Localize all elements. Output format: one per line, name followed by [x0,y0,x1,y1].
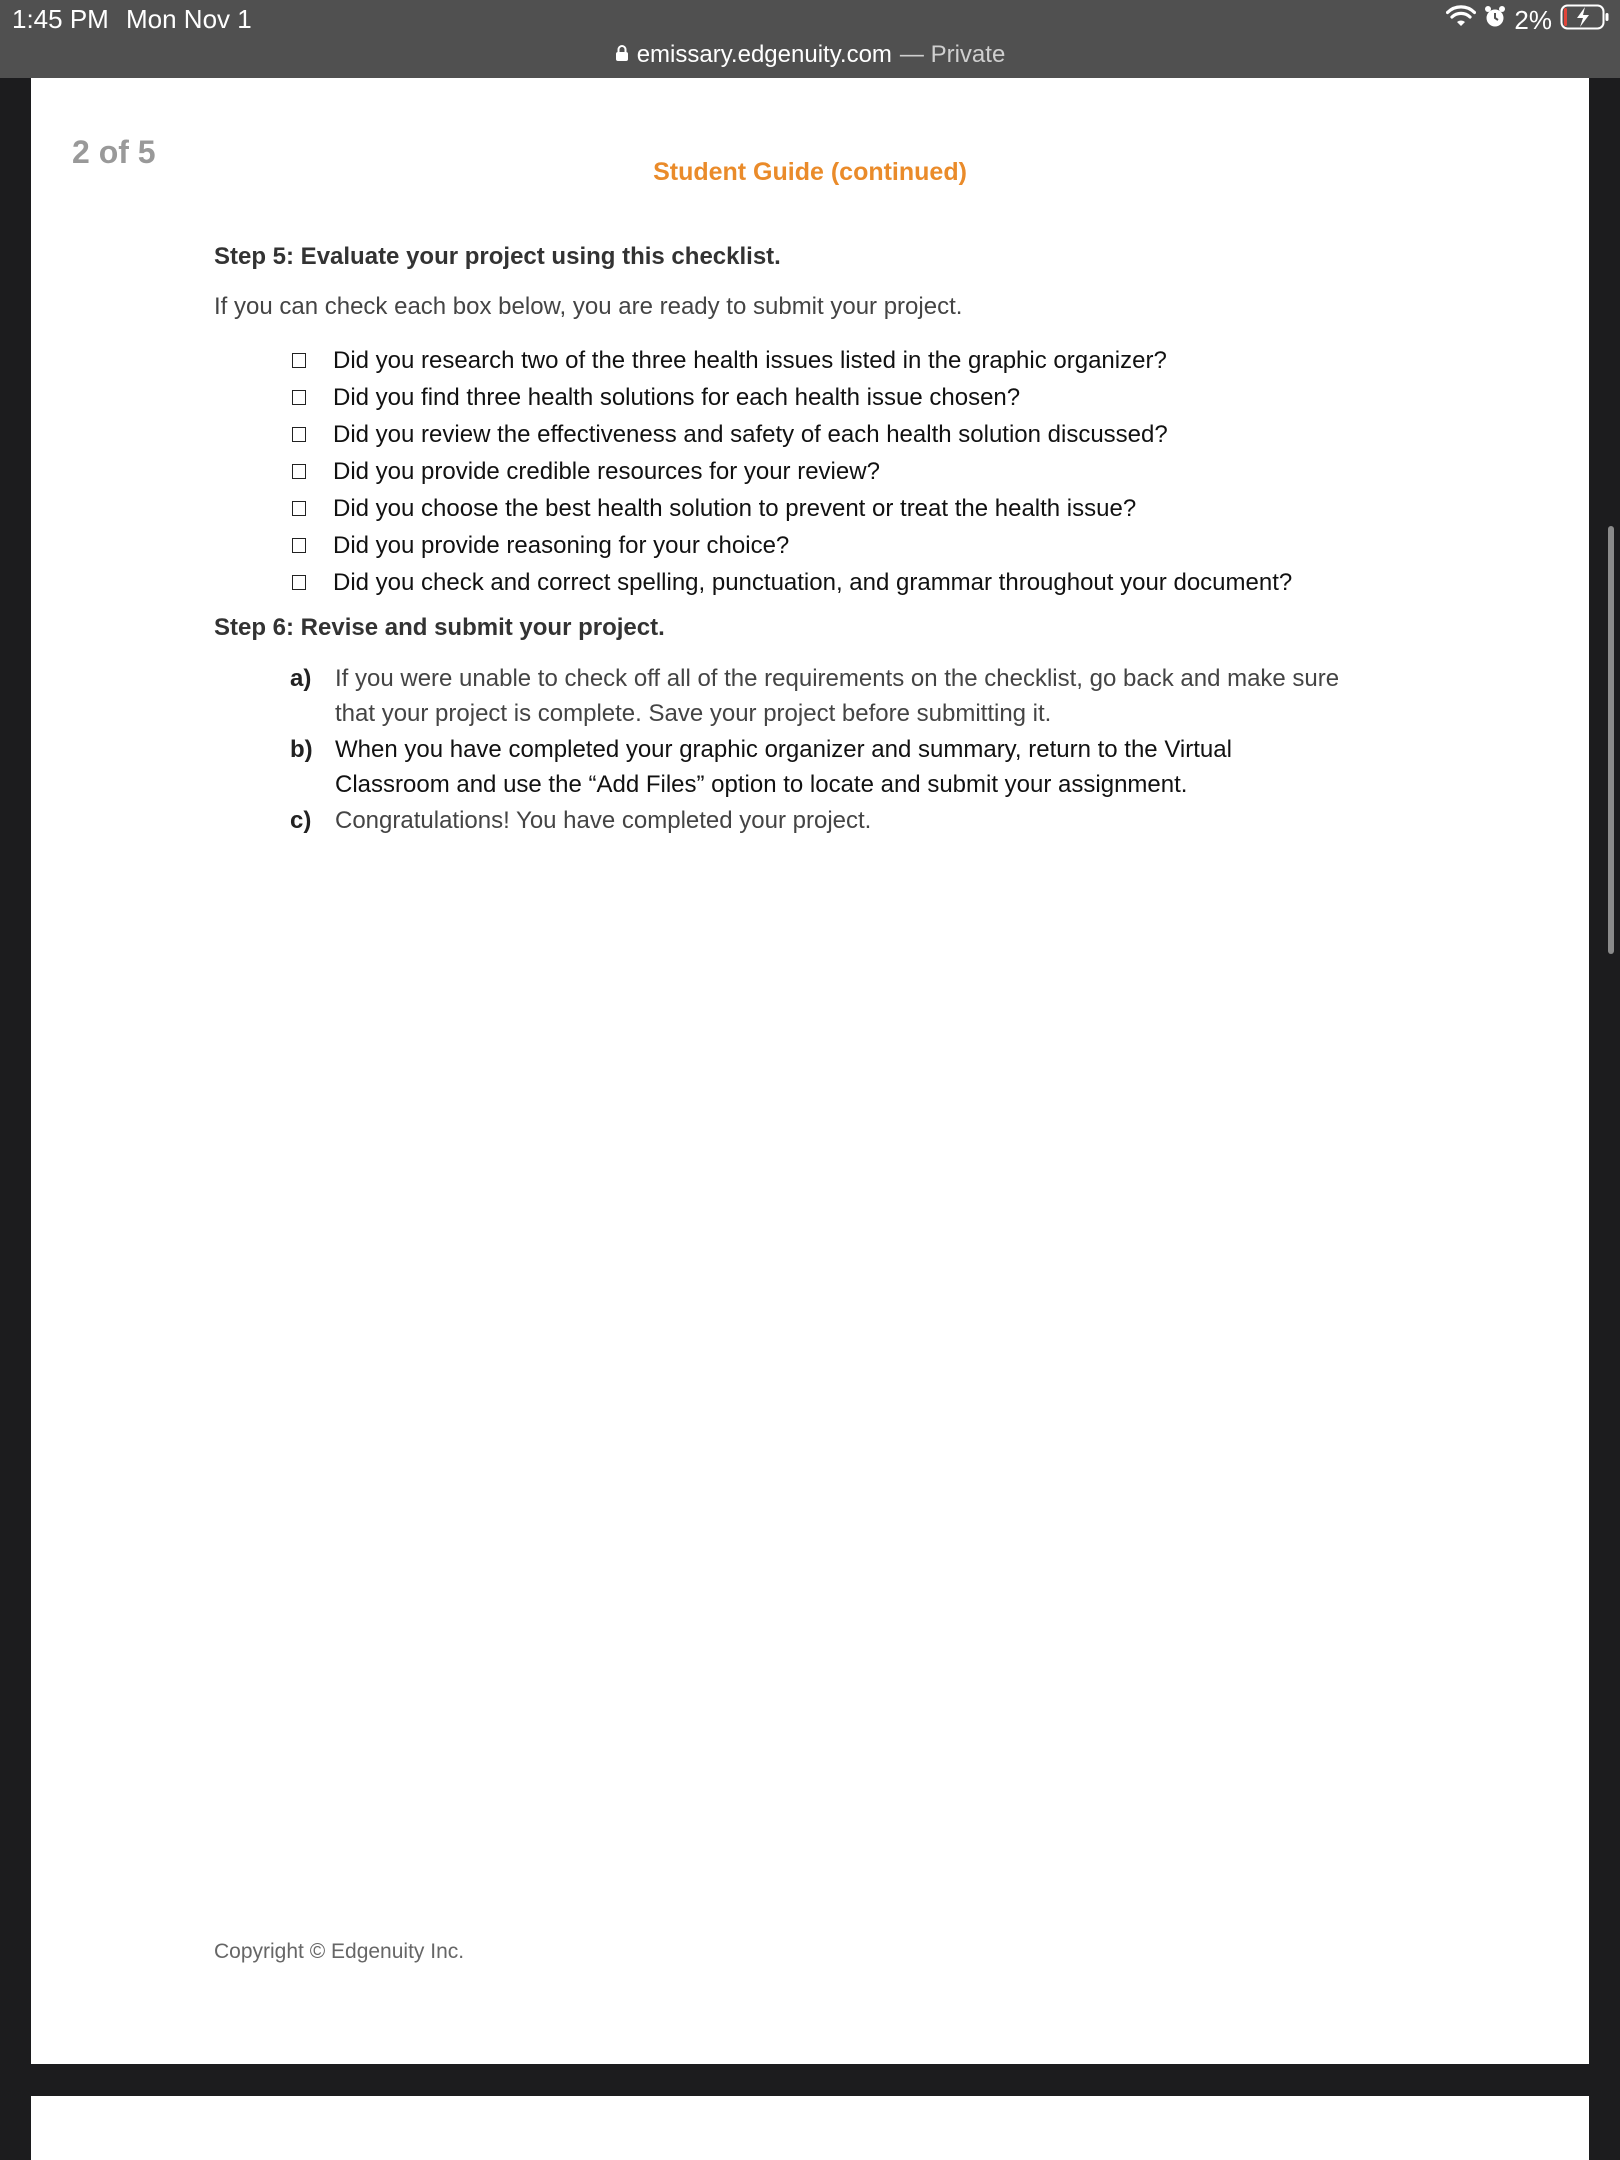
checkbox-icon [292,464,306,479]
step6-item-text: If you were unable to check off all of the requirements on the checklist, go back and make sure that your project is complete. Save your project before submitting it. [335,665,1340,727]
private-label: — Private [899,41,1006,68]
checklist-item-text: Did you provide reasoning for your choice? [333,531,790,559]
status-date: Mon Nov 1 [126,4,252,34]
page-title: Student Guide (continued) [653,158,967,186]
checkbox-icon [292,538,306,553]
page-counter: 2 of 5 [72,134,156,170]
step6-item-a [214,661,1414,731]
step6-item-c [214,803,1414,838]
status-indicators [1446,2,1610,38]
battery-charging-icon [1560,4,1610,37]
battery-percent: 2% [1514,4,1552,35]
checklist-item [214,453,1414,490]
copyright-notice: Copyright © Edgenuity Inc. [214,1940,465,1963]
checkbox-icon [292,575,306,590]
next-pdf-page [31,2096,1589,2160]
scrollbar-thumb[interactable] [1608,526,1614,954]
checklist [214,342,1414,601]
step5-intro: If you can check each box below, you are ready to submit your project. [214,293,963,320]
list-marker: a) [290,665,312,692]
url-host: emissary.edgenuity.com [636,41,892,68]
step6-heading: Step 6: Revise and submit your project. [214,614,665,641]
checklist-item-text: Did you find three health solutions for each health issue chosen? [333,383,1021,411]
lock-icon [615,41,629,69]
checkbox-icon [292,390,306,405]
list-marker: c) [290,807,312,834]
checklist-item-text: Did you provide credible resources for your review? [333,457,880,485]
step6-list [214,661,1414,838]
checklist-item [214,379,1414,416]
checkbox-icon [292,427,306,442]
alarm-icon [1484,5,1506,36]
checklist-item-text: Did you research two of the three health issues listed in the graphic organizer? [333,346,1167,374]
status-bar [0,0,1620,78]
checklist-item [214,490,1414,527]
status-time: 1:45 PM [12,4,109,34]
pdf-page [31,78,1589,2064]
page-content [214,242,1414,839]
checklist-item [214,564,1414,601]
checkbox-icon [292,353,306,368]
wifi-icon [1446,5,1476,36]
checklist-item [214,342,1414,379]
checkbox-icon [292,501,306,516]
checklist-item-text: Did you review the effectiveness and safety of each health solution discussed? [333,420,1168,448]
checklist-item [214,416,1414,453]
step5-heading: Step 5: Evaluate your project using this checklist. [214,243,781,270]
step6-item-text: When you have completed your graphic organizer and summary, return to the Virtual Classroom and use the “Add Files” option to locate and submit your assignment. [335,736,1232,798]
address-bar[interactable] [0,38,1620,72]
step6-item-text: Congratulations! You have completed your project. [335,807,872,834]
list-marker: b) [290,736,313,763]
step6-item-b [214,732,1414,802]
checklist-item-text: Did you check and correct spelling, punctuation, and grammar throughout your document? [333,568,1293,596]
checklist-item [214,527,1414,564]
checklist-item-text: Did you choose the best health solution to prevent or treat the health issue? [333,494,1137,522]
